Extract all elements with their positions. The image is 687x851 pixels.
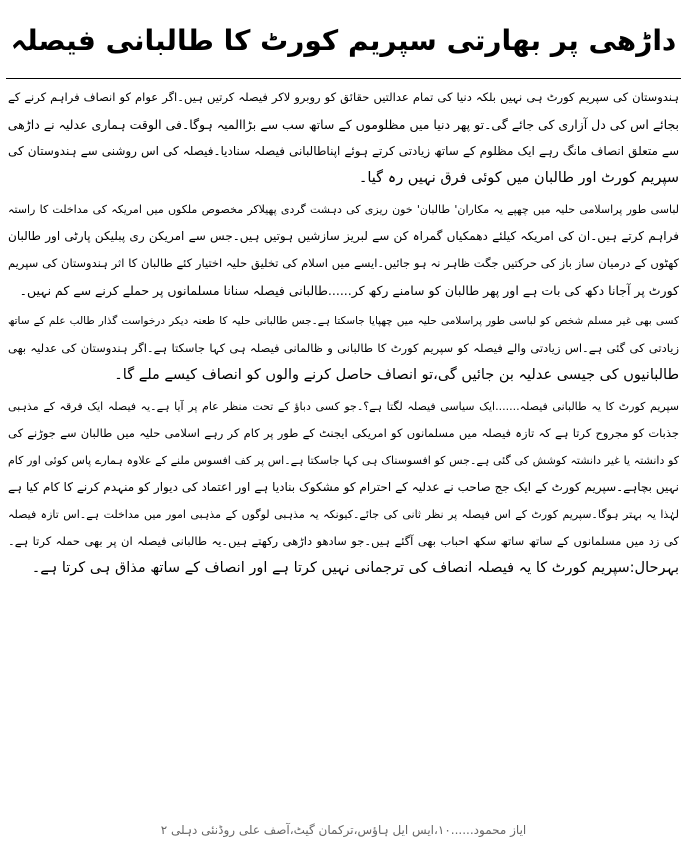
text-line: لہٰذا یہ بہتر ہوگا۔سپریم کورٹ کے اس فیصلہ پر نظر ثانی کی جائے۔کیونکہ یہ مذہبی لوگوں کے مذہبی امور میں مداخلت ہے۔اس تازہ فیصلہ [8,508,679,521]
text-line: کسی بھی غیر مسلم شخص کو لباسی طور پراسلامی حلیہ میں چھپایا جاسکتا ہے۔جس طالبانی حلیہ کا طعنہ دیکر درخواست گذار طالب علم کے ساتھ [8,315,679,327]
text-line: بہرحال:سپریم کورٹ کا یہ فیصلہ انصاف کی ترجمانی نہیں کرتا ہے اور انصاف کے ساتھ مذاق ہی کرتا ہے۔ [31,560,679,576]
headline-divider [6,78,681,79]
author-signature: ایاز محمود......۱۰،ایس ایل ہاؤس،ترکمان گیٹ،آصف علی روڈنئی دہلی ۲ [160,823,527,837]
text-line: کو دانشتہ یا غیر دانشتہ کوشش کی گئی ہے۔جس کو افسوسناک ہی کہا جاسکتا ہے۔اس پر کف افسوس ملنے کے علاوہ ہمارے پاس کوئی اور کام [8,454,679,467]
text-line: سپریم کورٹ اور طالبان میں کوئی فرق نہیں رہ گیا۔ [358,170,679,186]
text-line: کی زد میں مسلمانوں کے ساتھ ساتھ سکھ احباب بھی آگئے ہیں۔جو سادھو داڑھی رکھتے ہیں۔یہ طالبانی فیصلہ ان پر بھی حملہ کرتا ہے۔ [8,534,679,548]
text-line: بجائے اس کی دل آزاری کی جائے گی۔تو پھر دنیا میں مظلوموں کے ساتھ سب سے بڑاالمیہ ہوگا۔فی الوقت ہماری عدلیہ نے داڑھی [8,117,679,132]
text-line: ہندوستان کی سپریم کورٹ ہی نہیں بلکہ دنیا کی تمام عدالتیں حقائق کو روبرو لاکر فیصلہ کرتیں ہیں۔اگر عوام کو انصاف فراہم کرنے کے [8,90,679,104]
text-line: طالبانیوں کی جیسی عدلیہ بن جائیں گی،تو انصاف حاصل کرنے والوں کو انصاف کیسے ملے گا۔ [114,367,679,383]
paragraph-3 [8,308,679,389]
text-line: زیادتی کی گئی ہے۔اس زیادتی والے فیصلہ کو سپریم کورٹ کا طالبانی و ظالمانی فیصلہ ہی کہا جاسکتا ہے۔اگر ہندوستان کی عدلیہ بھی [8,341,679,355]
paragraph-2 [8,196,679,304]
text-line: لباسی طور پراسلامی حلیہ میں چھپے یہ مکاران' طالبان' خون ریزی کی دہشت گردی پھیلاکر مخصوص ملکوں میں امریکہ کی مداخلت کا راستہ [8,203,679,216]
text-line: جذبات کو مجروح کرتا ہے کہ تازہ فیصلہ میں مسلمانوں کو امریکی ایجنٹ کے طور پر کام کر رہے اسلامی حلیہ میں طالبان سے جوڑنے کی [8,426,679,440]
text-line: کورٹ پر آجانا دکھ کی بات ہے اور پھر طالبان کو سامنے رکھ کر......طالبانی فیصلہ سنانا مسلمانوں پر حملے کرنے سے کم نہیں۔ [19,283,679,298]
text-line: کھٹوں کے درمیان ساز باز کی حرکتیں جگت ظاہر نہ ہو جائیں۔ایسے میں اسلام کی تخلیق حلیہ اختیار کئے طالبان کا اثر ہندوستان کی سپریم [8,256,679,270]
headline: داڑھی پر بھارتی سپریم کورٹ کا طالبانی فیصلہ [10,24,677,57]
paragraph-4 [8,393,679,582]
paragraph-1 [8,84,679,192]
text-line: نہیں بچاہے۔سپریم کورٹ کے ایک جج صاحب نے عدلیہ کے احترام کو مشکوک بنادیا ہے اور اعتماد کی دیوار کو منہدم کرنے کا کام کیا ہے [8,480,679,494]
text-line: فراہم کرتے ہیں۔ان کی امریکہ کیلئے دھمکیاں گمراہ کن سے لبریز سازشیں ہوتیں ہیں۔جس سے امریکن ری پبلیکن پارٹی اور طالبان [8,229,679,243]
article-body [8,84,679,817]
text-line: سپریم کورٹ کا یہ طالبانی فیصلہ.......ایک سیاسی فیصلہ لگتا ہے؟۔جو کسی دباؤ کے تحت منظر عام پر آیا ہے۔یہ فیصلہ ایک فرقہ کے مذہبی [8,400,679,413]
text-line: سے متعلق انصاف مانگ رہے ایک مظلوم کے ساتھ زیادتی کرتے ہوئے اپناطالبانی فیصلہ سنادیا۔فیصلہ کی اس روشنی سے ہندوستان کی [8,144,679,158]
